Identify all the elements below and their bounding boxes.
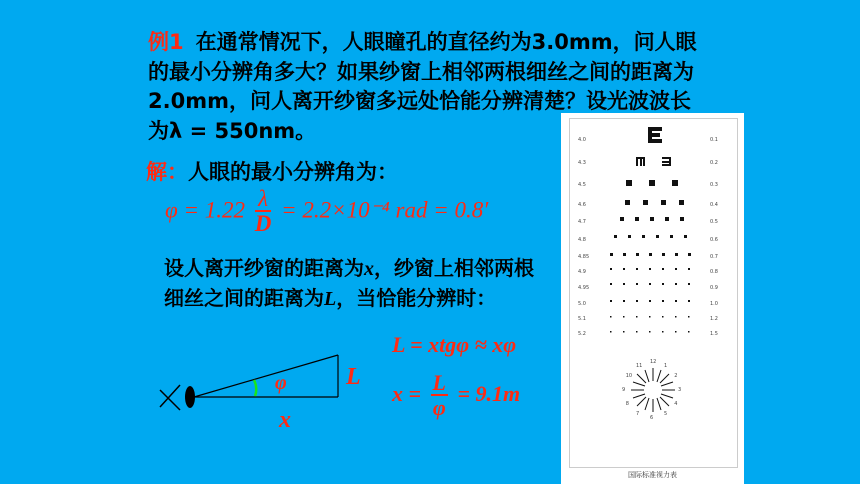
row-label-right: 0.2 xyxy=(710,160,718,166)
row-label-left: 4.95 xyxy=(578,285,590,291)
clock-number: 3 xyxy=(678,387,682,393)
row-label-right: 1.2 xyxy=(710,316,718,322)
clock-number: 4 xyxy=(674,401,678,407)
row-label-left: 5.0 xyxy=(578,301,586,307)
solution-description xyxy=(164,254,544,314)
formula3-rhs: = 9.1m xyxy=(457,381,521,407)
formula3-numerator: L xyxy=(432,370,446,395)
row-label-left: 4.85 xyxy=(578,254,590,260)
clock-number: 10 xyxy=(625,373,633,379)
desc-var-L: L xyxy=(324,288,337,310)
angle-arc xyxy=(254,380,256,396)
row-label-left: 4.7 xyxy=(578,219,586,225)
desc-part-3: ，当恰能分辨时： xyxy=(336,286,497,310)
resolution-angle-formula xyxy=(165,188,488,236)
formula1-denominator: D xyxy=(254,211,272,236)
formula1-numerator: λ xyxy=(255,188,272,212)
row-label-right: 1.5 xyxy=(710,331,718,337)
row-label-left: 4.3 xyxy=(578,160,586,166)
row-label-right: 1.0 xyxy=(710,301,718,307)
clock-number: 7 xyxy=(636,411,640,418)
formula1-lhs: φ = 1.22 xyxy=(165,197,245,223)
problem-text: 在通常情况下，人眼瞳孔的直径约为3.0mm，问人眼的最小分辨角多大？如果纱窗上相邻两根细丝之间的距离为2.0mm，问人离开纱窗多远处恰能分辨清楚？设光波波长为λ = 550nm。 xyxy=(148,30,697,143)
row-label-right: 0.1 xyxy=(710,137,718,143)
clock-number: 1 xyxy=(664,362,668,369)
row-label-left: 5.2 xyxy=(578,331,586,337)
example-tag: 例1 xyxy=(148,30,184,54)
eye-chart-caption: 国际标准视力表 xyxy=(628,471,677,479)
row-label-right: 0.8 xyxy=(710,269,718,275)
row-label-right: 0.5 xyxy=(710,219,718,225)
row-label-left: 4.8 xyxy=(578,237,586,243)
formula3-denominator: φ xyxy=(432,395,446,420)
formula3-lhs: x = xyxy=(392,381,422,407)
row-label-left: 4.6 xyxy=(578,202,586,208)
desc-part-2: ，纱窗上相邻两根细丝之间的距离为 xyxy=(164,256,534,310)
row-label-left: 4.0 xyxy=(578,137,586,143)
formula1-rhs: = 2.2×10⁻⁴ rad = 0.8′ xyxy=(281,197,489,223)
e-optotype-row2 xyxy=(636,157,671,166)
row-label-left: 4.5 xyxy=(578,182,586,188)
e-optotype-rows xyxy=(610,200,691,333)
row-label-right: 0.6 xyxy=(710,237,718,243)
e-optotype-row3 xyxy=(626,180,678,186)
clock-number: 12 xyxy=(650,359,657,365)
row-label-right: 0.7 xyxy=(710,254,718,260)
base-label: x xyxy=(279,407,291,433)
row-label-right: 0.9 xyxy=(710,285,718,291)
formula1-fraction xyxy=(255,188,272,236)
row-label-right: 0.3 xyxy=(710,182,718,188)
e-optotype-large xyxy=(648,127,662,143)
row-label-right: 0.4 xyxy=(710,202,718,208)
clock-number: 9 xyxy=(622,387,626,393)
row-label-left: 4.9 xyxy=(578,269,586,275)
distance-relation-formula: L = xtgφ ≈ xφ xyxy=(392,332,517,357)
angle-label: φ xyxy=(275,372,287,394)
clock-number: 11 xyxy=(636,362,643,369)
side-label: L xyxy=(346,364,361,390)
eye-chart-graphic xyxy=(570,119,737,467)
formula3-fraction xyxy=(431,372,448,420)
clock-number: 5 xyxy=(664,411,668,418)
distance-result-formula xyxy=(392,372,520,420)
astigmatism-dial xyxy=(631,368,678,412)
desc-part-1: 设人离开纱窗的距离为 xyxy=(164,256,364,280)
eye-chart xyxy=(569,118,738,468)
hypotenuse-line xyxy=(194,355,338,397)
clock-number: 2 xyxy=(674,373,678,379)
solution-text: 人眼的最小分辨角为： xyxy=(188,160,398,184)
row-label-left: 5.1 xyxy=(578,316,586,322)
eye-icon xyxy=(160,385,195,410)
solution-header xyxy=(146,156,398,186)
solution-tag: 解： xyxy=(146,160,188,184)
desc-var-x: x xyxy=(364,258,374,280)
clock-number: 6 xyxy=(650,415,654,421)
clock-number: 8 xyxy=(625,401,629,407)
